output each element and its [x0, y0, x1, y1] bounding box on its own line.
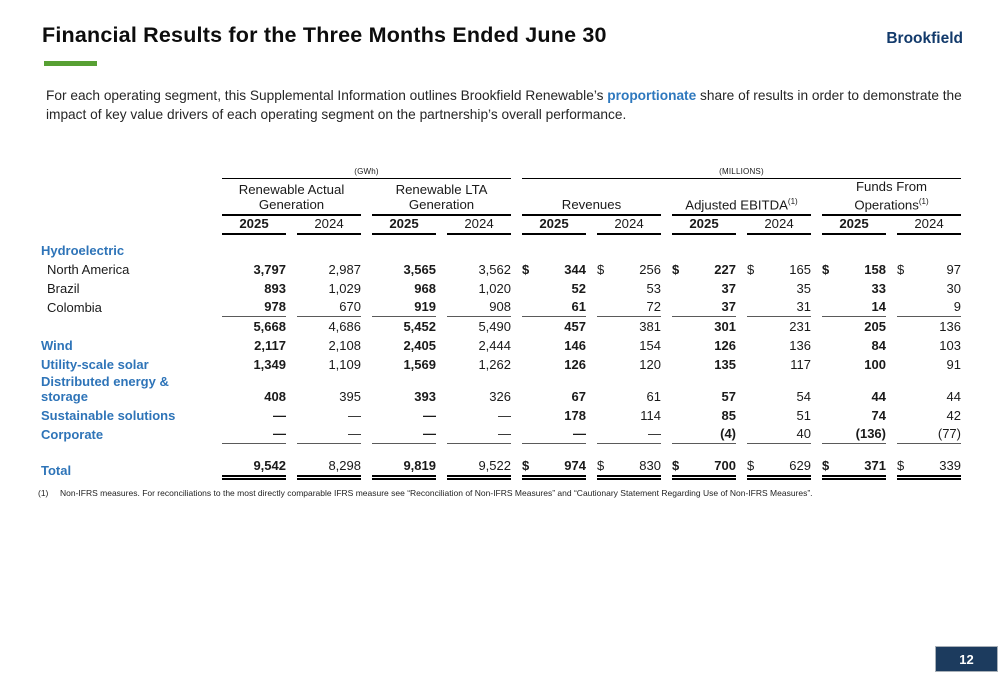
value-cell: 117 — [790, 357, 811, 373]
table-row-corporate — [41, 425, 961, 444]
value-cell: 5,668 — [253, 319, 286, 335]
value-cell: 61 — [646, 389, 661, 405]
value-cell: 178 — [564, 408, 586, 424]
value-cell: 31 — [747, 298, 811, 317]
brookfield-logo: Brookfield — [886, 30, 963, 47]
group-renewable-actual-generation: Renewable Actual Generation — [222, 179, 361, 216]
value-cell: 4,686 — [328, 319, 361, 335]
unit-gwh: (GWh) — [222, 160, 511, 179]
year-col-2024: 2024 — [297, 216, 361, 235]
value-cell: — — [447, 425, 511, 444]
table-row-wind — [41, 336, 961, 355]
value-cell: $ 344 — [522, 262, 586, 278]
value-cell: 3,565 — [403, 262, 436, 278]
value-cell: 91 — [946, 357, 961, 373]
value-cell: 57 — [721, 389, 736, 405]
row-label: Utility-scale solar — [41, 357, 149, 373]
value-cell: 1,029 — [328, 281, 361, 297]
value-cell: 3,562 — [478, 262, 511, 278]
year-col-2025: 2025 — [672, 216, 736, 235]
year-col-2025: 2025 — [222, 216, 286, 235]
value-cell: 44 — [946, 389, 961, 405]
row-label: Corporate — [41, 427, 104, 443]
dollar-sign: $ — [822, 458, 830, 474]
dollar-sign: $ — [897, 262, 905, 278]
row-label: North America — [47, 262, 130, 278]
value-cell: 908 — [447, 298, 511, 317]
value-cell: 326 — [489, 389, 511, 405]
value-cell: 893 — [264, 281, 286, 297]
intro-text-after: share of results in order to demonstrate the impact of key value drivers of each operating segment on the partnership’s overall performance. — [46, 88, 962, 122]
group-renewable-lta-generation: Renewable LTA Generation — [372, 179, 511, 216]
value-cell: 85 — [721, 408, 736, 424]
value-cell: 135 — [714, 357, 736, 373]
row-label: Total — [41, 463, 72, 479]
value-cell: 1,349 — [253, 357, 286, 373]
value-cell: 72 — [597, 298, 661, 317]
value-cell: $ 158 — [822, 262, 886, 278]
value-cell: 1,020 — [478, 281, 511, 297]
value-cell: 2,108 — [328, 338, 361, 354]
dollar-sign: $ — [597, 458, 605, 474]
year-col-2025: 2025 — [522, 216, 586, 235]
table-row-sustainable-solutions — [41, 406, 961, 425]
value-cell: 1,109 — [328, 357, 361, 373]
value-cell: 154 — [639, 338, 661, 354]
value-cell: 5,452 — [403, 319, 436, 335]
value-cell: 120 — [639, 357, 661, 373]
value-cell: 231 — [789, 319, 811, 335]
row-label: Wind — [41, 338, 73, 354]
value-cell: 9,819 — [372, 454, 436, 480]
dollar-sign: $ — [522, 458, 530, 474]
value-cell: 126 — [564, 357, 586, 373]
footnote-text: Non-IFRS measures. For reconciliations to the most directly comparable IFRS measure see “Reconciliation of Non-IFRS Measures” and “Cautionary Statement Regarding Use of Non-IFRS Measures”. — [60, 488, 813, 498]
value-cell: 37 — [672, 298, 736, 317]
value-cell: $ 97 — [897, 262, 961, 278]
value-cell: 393 — [414, 389, 436, 405]
dollar-sign: $ — [597, 262, 605, 278]
value-cell: 2,405 — [403, 338, 436, 354]
value-cell: — — [423, 408, 436, 424]
footnote-ref: (1) — [918, 197, 929, 206]
value-cell: $ 339 — [897, 454, 961, 480]
financial-results-table — [30, 160, 972, 480]
dollar-sign: $ — [897, 458, 905, 474]
value-cell: 61 — [522, 298, 586, 317]
value-cell: — — [522, 425, 586, 444]
table-row-north-america — [41, 260, 961, 279]
value-cell: 136 — [939, 319, 961, 335]
unit-millions: (MILLIONS) — [522, 160, 961, 179]
group-revenues: Revenues — [522, 179, 661, 216]
value-cell: $ 165 — [747, 262, 811, 278]
value-cell: — — [348, 408, 361, 424]
value-cell: (4) — [672, 425, 736, 444]
value-cell: 457 — [564, 319, 586, 335]
footnote-ref: (1) — [787, 197, 798, 206]
value-cell: (77) — [897, 425, 961, 444]
value-cell: 2,117 — [254, 338, 286, 354]
value-cell: 14 — [822, 298, 886, 317]
value-cell: — — [273, 408, 286, 424]
value-cell: 9,542 — [222, 454, 286, 480]
row-label: Distributed energy & storage — [41, 374, 169, 405]
value-cell: 1,262 — [478, 357, 511, 373]
page-title: Financial Results for the Three Months Ended June 30 — [42, 23, 607, 47]
year-col-2025: 2025 — [822, 216, 886, 235]
value-cell: 126 — [714, 338, 736, 354]
value-cell: 52 — [571, 281, 586, 297]
table-row-hydro-subtotal — [41, 317, 961, 336]
value-cell: 42 — [946, 408, 961, 424]
value-cell: 381 — [639, 319, 661, 335]
value-cell: $ 700 — [672, 454, 736, 480]
value-cell: $ 629 — [747, 454, 811, 480]
dollar-sign: $ — [672, 458, 680, 474]
value-cell: 146 — [564, 338, 586, 354]
value-cell: 67 — [571, 389, 586, 405]
value-cell: 103 — [939, 338, 961, 354]
row-label: Brazil — [47, 281, 80, 297]
row-label: Colombia — [47, 300, 102, 316]
value-cell: 44 — [871, 389, 886, 405]
dollar-sign: $ — [672, 262, 680, 278]
value-cell: 136 — [789, 338, 811, 354]
value-cell: $ 256 — [597, 262, 661, 278]
page-number: 12 — [959, 651, 974, 667]
year-col-2024: 2024 — [747, 216, 811, 235]
footnote — [38, 488, 968, 498]
year-col-2025: 2025 — [372, 216, 436, 235]
value-cell: $ 830 — [597, 454, 661, 480]
value-cell: 100 — [864, 357, 886, 373]
value-cell: — — [372, 425, 436, 444]
footnote-marker: (1) — [38, 488, 49, 498]
group-funds-from-operations: Funds From Operations$^{(1)}$ — [822, 179, 961, 216]
value-cell: $ 974 — [522, 454, 586, 480]
page-number-box — [935, 646, 998, 672]
value-cell: 35 — [796, 281, 811, 297]
row-label: Sustainable solutions — [41, 408, 176, 424]
value-cell: 74 — [871, 408, 886, 424]
value-cell: $ 227 — [672, 262, 736, 278]
value-cell: 9 — [897, 298, 961, 317]
table-row-distributed-energy-storage — [41, 374, 961, 406]
dollar-sign: $ — [747, 458, 755, 474]
year-header-row — [41, 216, 961, 235]
spacer-row — [41, 444, 961, 454]
year-col-2024: 2024 — [447, 216, 511, 235]
value-cell: (136) — [822, 425, 886, 444]
value-cell: 968 — [414, 281, 436, 297]
green-accent-bar — [44, 61, 97, 66]
value-cell: — — [597, 425, 661, 444]
value-cell: 205 — [864, 319, 886, 335]
table-row-colombia — [41, 298, 961, 317]
value-cell: 84 — [871, 338, 886, 354]
year-col-2024: 2024 — [597, 216, 661, 235]
value-cell: 8,298 — [297, 454, 361, 480]
value-cell: 1,569 — [403, 357, 436, 373]
value-cell: 37 — [721, 281, 736, 297]
value-cell: 978 — [222, 298, 286, 317]
group-adjusted-ebitda: Adjusted EBITDA$^{(1)}$ — [672, 179, 811, 216]
table-row-total — [41, 454, 961, 480]
value-cell: — — [498, 408, 511, 424]
value-cell: 40 — [747, 425, 811, 444]
row-label: Hydroelectric — [41, 243, 125, 259]
intro-highlight: proportionate — [607, 88, 697, 103]
units-row — [41, 160, 961, 179]
dollar-sign: $ — [822, 262, 830, 278]
value-cell: 53 — [646, 281, 661, 297]
value-cell: 51 — [796, 408, 811, 424]
intro-text-before: For each operating segment, this Supplemental Information outlines Brookfield Renewable’s — [46, 88, 608, 103]
value-cell: 33 — [871, 281, 886, 297]
value-cell: 919 — [372, 298, 436, 317]
value-cell: 2,444 — [478, 338, 511, 354]
value-cell: 9,522 — [447, 454, 511, 480]
value-cell: 408 — [264, 389, 286, 405]
value-cell: 30 — [946, 281, 961, 297]
table-row-brazil — [41, 279, 961, 298]
group-header-row — [41, 179, 961, 216]
value-cell: 301 — [714, 319, 736, 335]
value-cell: 54 — [796, 389, 811, 405]
value-cell: 3,797 — [253, 262, 286, 278]
year-col-2024: 2024 — [897, 216, 961, 235]
value-cell: 5,490 — [478, 319, 511, 335]
dollar-sign: $ — [747, 262, 755, 278]
table-row-utility-scale-solar — [41, 355, 961, 374]
table-row-hydroelectric — [41, 241, 961, 260]
value-cell: $ 371 — [822, 454, 886, 480]
value-cell: 670 — [297, 298, 361, 317]
value-cell: — — [297, 425, 361, 444]
value-cell: 2,987 — [328, 262, 361, 278]
intro-paragraph — [46, 87, 971, 124]
value-cell: 114 — [640, 408, 661, 424]
dollar-sign: $ — [522, 262, 530, 278]
value-cell: — — [222, 425, 286, 444]
value-cell: 395 — [339, 389, 361, 405]
row-label — [41, 317, 211, 336]
